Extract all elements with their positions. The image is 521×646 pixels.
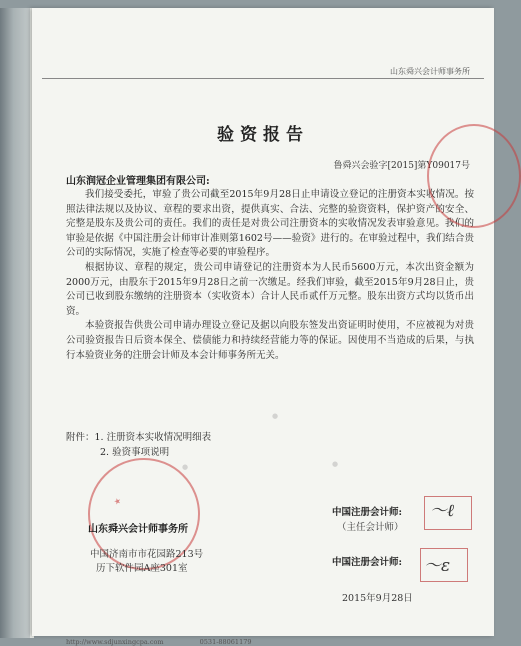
report-body — [66, 188, 474, 363]
document-number: 鲁舜兴会验字[2015]第Y09017号 — [333, 161, 470, 171]
paragraph-3: 本验资报告供贵公司申请办理设立登记及据以向股东签发出资证明时使用，不应被视为对贵公司验资报告日后资本保全、偿债能力和持续经营能力等的保证。因使用不当造成的后果，与执行本验资业务的注册会计师及本会计师事务所无关。 — [66, 320, 474, 361]
cpa2-label: 中国注册会计师: — [332, 557, 403, 568]
report-page — [32, 8, 494, 646]
watermark: ● — [272, 412, 279, 420]
page-title: 验资报告 — [217, 125, 309, 145]
attachments — [66, 431, 211, 460]
paragraph-2: 根据协议、章程的规定，贵公司申请登记的注册资本为人民币5600万元，本次出资金额为2000万元，由股东于2015年9月28日之前一次缴足。经我们审验，截至2015年9月28日止，贵公司已收到股东缴纳的注册资本（实收资本）合计人民币贰仟万元整。股东出资方式均以货币出资。 — [66, 261, 474, 317]
firm-address-line-1: 中国济南市市花园路213号 — [90, 549, 204, 560]
firm-address-line-2: 历下软件园A座301室 — [96, 563, 188, 574]
binder-edge — [0, 8, 34, 638]
addressee: 山东润冠企业管理集团有限公司: — [66, 176, 210, 187]
cpa1-label: 中国注册会计师: — [332, 507, 403, 518]
attachment-item-2: 2. 验资事项说明 — [100, 446, 170, 458]
header-divider — [42, 78, 484, 79]
cpa2-signature: 〜ɛ — [424, 556, 451, 576]
attachment-item-1: 1. 注册资本实收情况明细表 — [94, 432, 212, 443]
watermark: ● — [332, 460, 339, 468]
watermark: ● — [182, 463, 189, 471]
footer-phone: 0531-88061179 — [199, 638, 252, 646]
firm-name: 山东舜兴会计师事务所 — [88, 524, 188, 535]
report-date: 2015年9月28日 — [342, 593, 413, 604]
page-footer — [66, 638, 285, 646]
side-seal — [427, 124, 521, 228]
firm-seal: ⭑ — [88, 458, 200, 570]
firm-address — [90, 548, 203, 576]
paragraph-1: 我们接受委托，审验了贵公司截至2015年9月28日止申请设立登记的注册资本实收情况。按照法律法规以及协议、章程的要求出资，提供真实、合法、完整的验资资料，保护资产的安全、完整是股东及贵公司的责任。我们的责任是对贵公司注册资本的实收情况发表审验意见。我们的审验是依据《中国注册会计师审计准则第1602号——验资》进行的。在审验过程中，我们结合贵公司的实际情况，实施了检查等必要的审验程序。 — [66, 189, 474, 259]
cpa1-role: （主任会计师） — [337, 522, 404, 533]
cpa1-signature: 〜ℓ — [430, 501, 455, 521]
header-org: 山东舜兴会计师事务所 — [390, 67, 470, 76]
footer-website: http://www.sdjunxingcpa.com — [66, 638, 164, 646]
attachments-label: 附件： — [66, 432, 95, 443]
